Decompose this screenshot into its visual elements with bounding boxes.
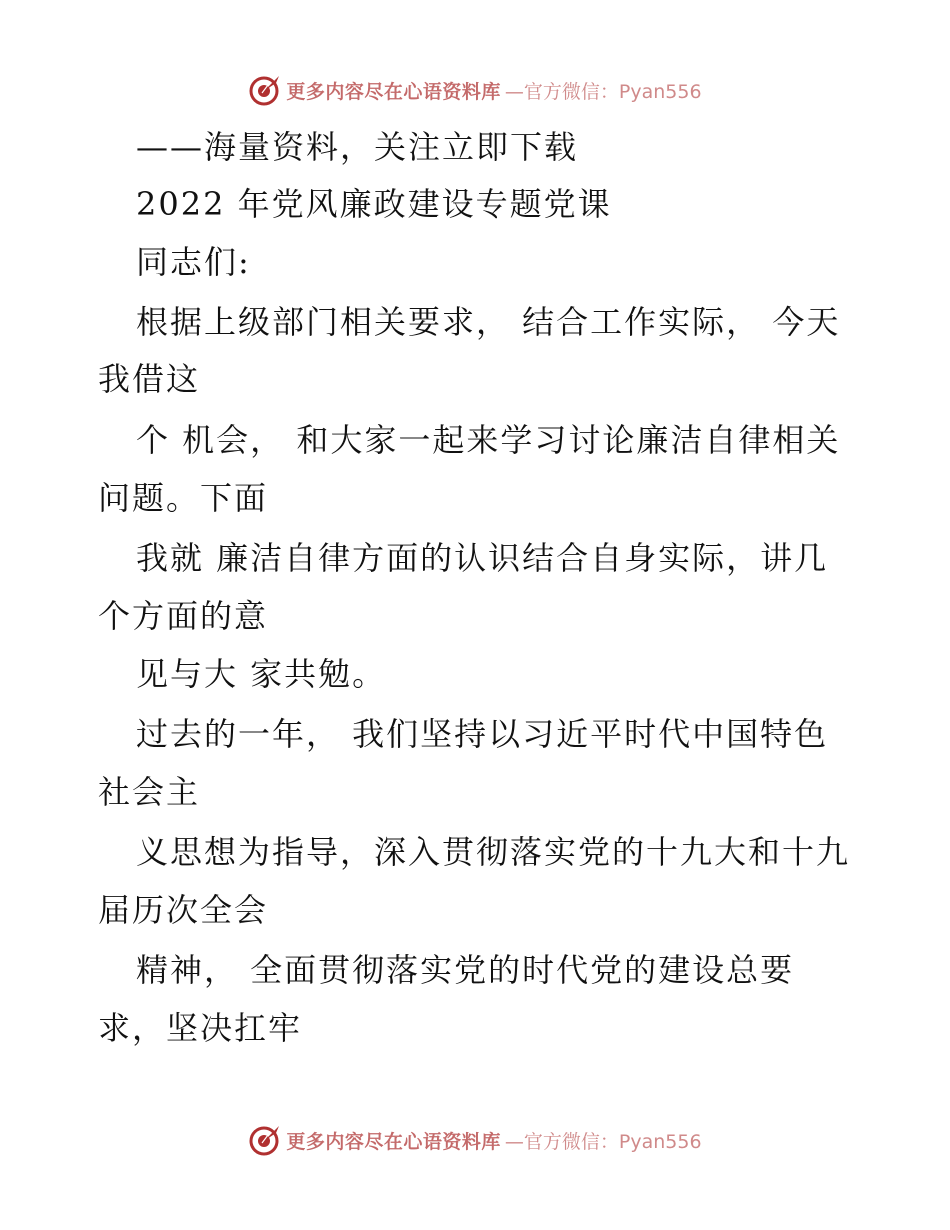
text-line: 社会主: [98, 773, 201, 811]
text-line: 个方面的意: [98, 597, 269, 635]
text-line: 根据上级部门相关要求， 结合工作实际， 今天: [136, 303, 841, 341]
text-line: 过去的一年， 我们坚持以习近平时代中国特色: [136, 715, 829, 753]
text-line: 个 机会， 和大家一起来学习讨论廉洁自律相关: [136, 421, 841, 459]
text-line-subtitle: ——海量资料，关注立即下载: [136, 128, 579, 166]
text-line: 届历次全会: [98, 891, 269, 929]
text-line: 我借这: [98, 360, 201, 398]
text-line: 义思想为指导，深入贯彻落实党的十九大和十九: [136, 833, 851, 871]
document-title: 2022 年党风廉政建设专题党课: [136, 185, 612, 223]
page-footer: [0, 1120, 950, 1160]
footer-banner-wechat: —官方微信：Pyan556: [504, 1130, 702, 1153]
text-line: 问题。下面: [98, 479, 269, 517]
header-banner-wechat: —官方微信：Pyan556: [504, 80, 702, 103]
text-line: 我就 廉洁自律方面的认识结合自身实际，讲几: [136, 539, 829, 577]
salutation: 同志们:: [136, 243, 251, 281]
quill-logo-icon: [248, 1123, 282, 1157]
text-line: 精神， 全面贯彻落实党的时代党的建设总要: [136, 951, 795, 989]
text-line: 见与大 家共勉。: [136, 655, 387, 693]
header-banner-title: 更多内容尽在心语资料库: [286, 80, 501, 103]
text-line: 求，坚决扛牢: [98, 1009, 303, 1047]
footer-banner: [248, 1123, 701, 1157]
footer-banner-title: 更多内容尽在心语资料库: [286, 1130, 501, 1153]
